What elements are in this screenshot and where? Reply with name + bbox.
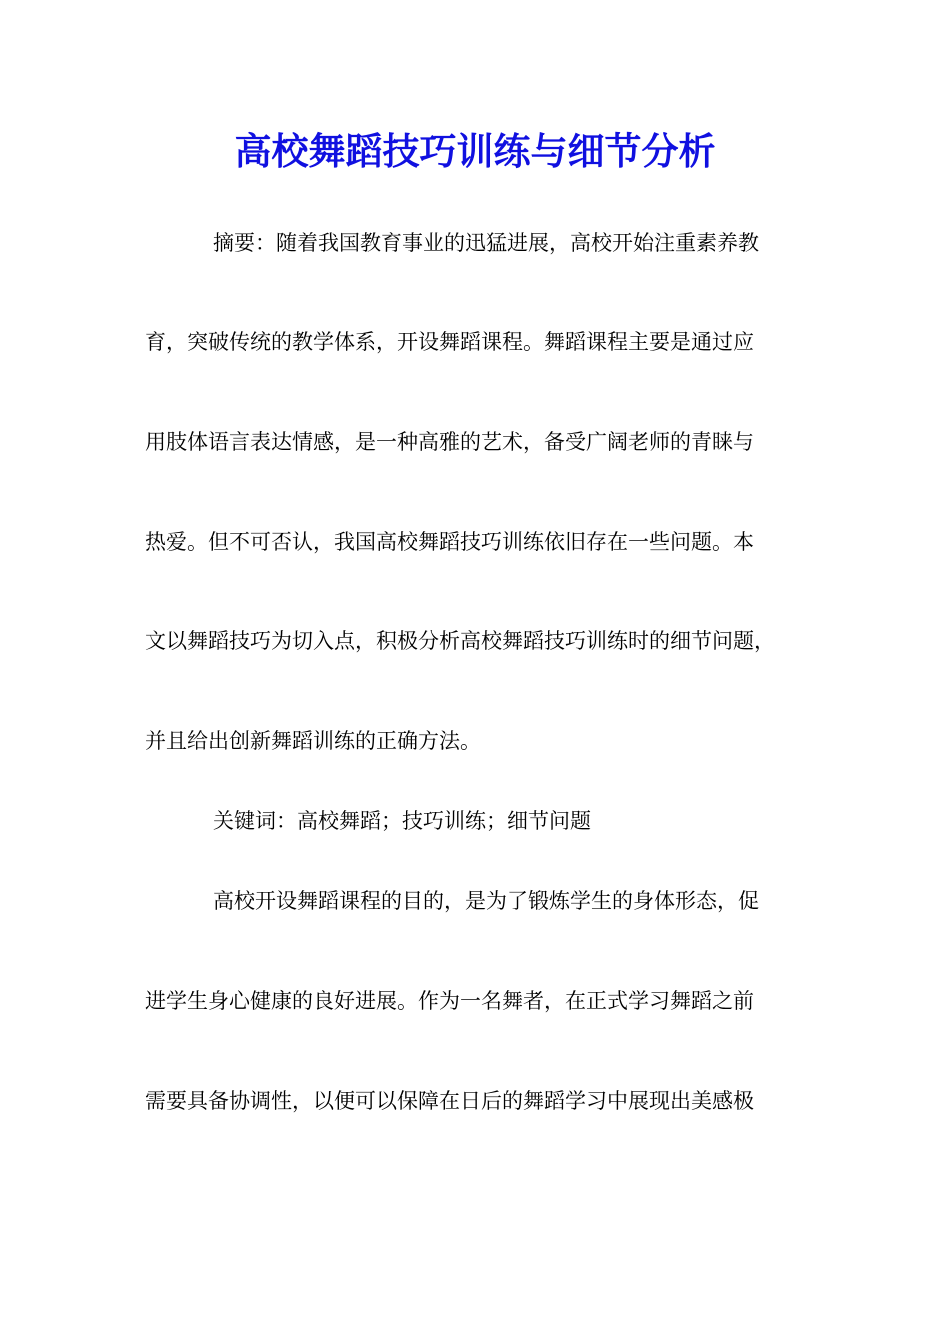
abstract-line-2: 育，突破传统的教学体系，开设舞蹈课程。舞蹈课程主要是通过应	[145, 330, 754, 354]
body-line-1: 高校开设舞蹈课程的目的，是为了锻炼学生的身体形态，促	[213, 889, 759, 913]
document-title: 高校舞蹈技巧训练与细节分析	[234, 129, 716, 173]
body-line-2: 进学生身心健康的良好进展。作为一名舞者，在正式学习舞蹈之前	[145, 989, 754, 1013]
abstract-line-6: 并且给出创新舞蹈训练的正确方法。	[145, 729, 481, 753]
abstract-line-3: 用肢体语言表达情感，是一种高雅的艺术，备受广阔老师的青睐与	[145, 430, 754, 454]
body-line-3: 需要具备协调性，以便可以保障在日后的舞蹈学习中展现出美感极	[145, 1089, 754, 1113]
keywords-line: 关键词：高校舞蹈；技巧训练；细节问题	[213, 809, 591, 833]
abstract-line-1: 摘要：随着我国教育事业的迅猛进展，高校开始注重素养教	[213, 231, 759, 255]
abstract-line-5: 文以舞蹈技巧为切入点，积极分析高校舞蹈技巧训练时的细节问题，	[145, 629, 775, 653]
abstract-line-4: 热爱。但不可否认，我国高校舞蹈技巧训练依旧存在一些问题。本	[145, 530, 754, 554]
